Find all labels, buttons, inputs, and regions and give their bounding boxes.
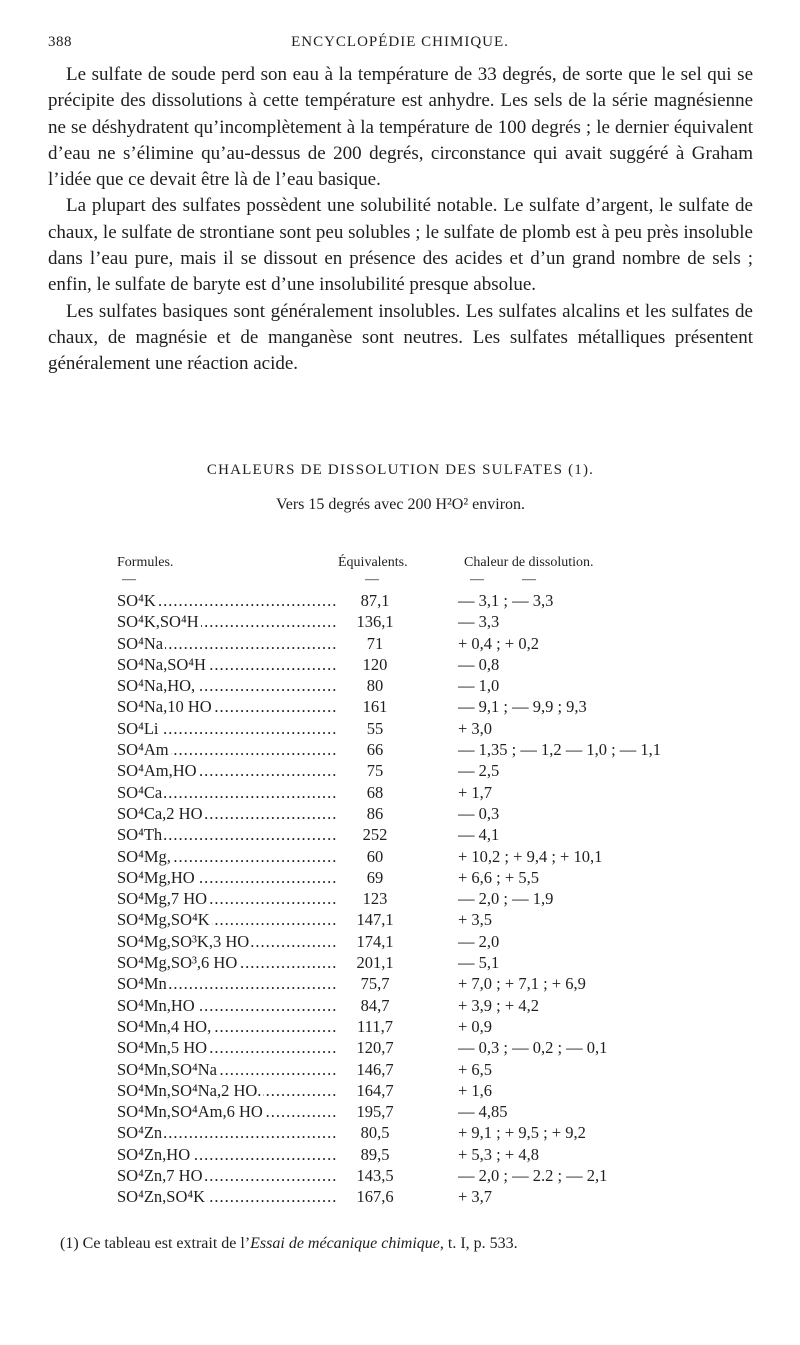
formula-cell [117,590,337,611]
formula-cell [117,995,337,1016]
table-row [0,888,800,909]
heat-cell: — 4,85 [458,1102,508,1122]
formula-cell [117,1016,337,1037]
paragraph: Le sulfate de soude perd son eau à la température de 33 degrés, de sorte que le sel qui se précipite des dissolutions à cette température est anhydre. Les sels de la série magnésienne ne se déshydratent qu’incomplètement à la température de 100 degrés ; le dernier équivalent d’eau ne s’élimine qu’au-dessus de 200 degrés, circonstance qui avait suggéré à Graham l’idée que ce devait être là de l’eau basique. [48,64,753,191]
table-row [0,718,800,739]
equivalent-cell: 69 [366,867,384,887]
heat-cell: + 3,9 ; + 4,2 [458,995,539,1015]
heat-cell: + 9,1 ; + 9,5 ; + 9,2 [458,1123,586,1143]
table-row [0,1059,800,1080]
formula-cell [117,696,337,717]
table-row [0,782,800,803]
footnote [60,1235,760,1253]
paragraph: La plupart des sulfates possèdent une solubilité notable. Le sulfate d’argent, le sulfate de chaux, le sulfate de strontiane sont peu solubles ; le sulfate de plomb est à peu près insoluble dans l’eau pure, mais il se dissout en présence des acides et d’un grand nombre de sels ; enfin, le sulfate de baryte est d’une insolubilité presque absolue. [48,195,753,296]
formula-text: SO⁴Ca [117,782,163,802]
equivalent-cell: 89,5 [360,1144,390,1164]
formula-cell [117,611,337,632]
table-row [0,1165,800,1186]
equivalent-cell: 120,7 [356,1038,394,1058]
equivalent-cell: 120 [362,654,388,674]
formula-cell [117,888,337,909]
formula-text: SO⁴Mg,SO⁴K [117,910,210,930]
table-row [0,846,800,867]
equivalent-cell: 143,5 [356,1166,394,1186]
table-row [0,1037,800,1058]
equivalent-cell: 80,5 [360,1123,390,1143]
column-dash: — [122,572,136,587]
equivalent-cell: 66 [366,740,384,760]
heat-cell: — 2,0 ; — 1,9 [458,889,554,909]
formula-cell [117,739,337,760]
heat-cell: — 1,35 ; — 1,2 — 1,0 ; — 1,1 [458,740,662,760]
formula-text: SO⁴Zn [117,1123,163,1143]
formula-text: SO⁴Mg, [117,846,171,866]
table-row [0,867,800,888]
formula-cell [117,1037,337,1058]
heat-cell: + 1,7 [458,782,493,802]
equivalent-cell: 195,7 [356,1102,394,1122]
formula-cell [117,867,337,888]
formula-text: SO⁴Mn,SO⁴Na [117,1059,217,1079]
page-header [48,34,752,56]
table-row [0,952,800,973]
equivalent-cell: 71 [366,633,384,653]
heat-cell: — 4,1 [458,825,500,845]
formula-cell [117,675,337,696]
table-row [0,760,800,781]
equivalent-cell: 252 [362,825,388,845]
heat-cell: — 9,1 ; — 9,9 ; 9,3 [458,697,587,717]
formula-cell [117,782,337,803]
formula-text: SO⁴Mn,HO [117,995,195,1015]
column-dash: — [522,572,536,587]
table-row [0,803,800,824]
paragraph: Les sulfates basiques sont généralement insolubles. Les sulfates alcalins et les sulfates de chaux, de magnésie et de manganèse sont neutres. Les sulfates métalliques présentent généralement une réaction acide. [48,300,753,375]
heat-cell: + 6,5 [458,1059,493,1079]
equivalent-cell: 111,7 [357,1016,393,1036]
equivalent-cell: 136,1 [356,612,394,632]
heat-cell: — 0,8 [458,654,500,674]
heat-cell: — 2,5 [458,761,500,781]
table-row [0,973,800,994]
table-subtitle: Vers 15 degrés avec 200 H²O² environ. [275,496,526,513]
formula-cell [117,931,337,952]
table-row [0,824,800,845]
running-title: ENCYCLOPÉDIE CHIMIQUE. [291,34,509,50]
heat-cell: — 3,1 ; — 3,3 [458,591,554,610]
column-header-formulas: Formules. [117,555,174,570]
footnote-reference: , t. I, p. 533. [439,1235,518,1252]
table-row [0,654,800,675]
heat-cell: — 2,0 [458,931,500,951]
equivalent-cell: 87,1 [360,591,390,610]
table-row [0,1080,800,1101]
equivalent-cell: 201,1 [356,953,394,973]
equivalent-cell: 60 [366,846,384,866]
formula-cell [117,824,337,845]
table-row [0,1144,800,1165]
equivalent-cell: 147,1 [356,910,394,930]
formula-cell [117,654,337,675]
equivalent-cell: 167,6 [356,1187,394,1207]
column-header-heat: Chaleur de dissolution. [464,555,594,570]
table-row [0,590,800,611]
heat-cell: — 0,3 [458,803,500,823]
heat-cell: + 0,9 [458,1016,493,1036]
equivalent-cell: 55 [366,718,384,738]
formula-cell [117,633,337,654]
column-dash: — [470,572,484,587]
equivalent-cell: 146,7 [356,1059,394,1079]
formula-text: SO⁴Mn,4 HO, [117,1016,212,1036]
formula-cell [117,1101,337,1122]
equivalent-cell: 75 [366,761,384,781]
heat-cell: + 10,2 ; + 9,4 ; + 10,1 [458,846,603,866]
heat-cell: — 5,1 [458,953,500,973]
heat-cell: + 1,6 [458,1080,493,1100]
table-row [0,909,800,930]
table-body [0,590,800,1208]
heat-cell: + 3,0 [458,718,493,738]
formula-text: SO⁴Na,SO⁴H [117,654,206,674]
formula-text: SO⁴Zn,HO [117,1144,191,1164]
formula-text: SO⁴Li [117,718,159,738]
formula-cell [117,952,337,973]
heat-cell: — 1,0 [458,676,500,696]
formula-cell [117,760,337,781]
equivalent-cell: 123 [362,889,388,909]
formula-text: SO⁴Na,10 HO [117,697,212,717]
formula-text: SO⁴Mg,SO³,6 HO [117,953,238,973]
formula-text: SO⁴Mg,HO [117,867,195,887]
formula-text: SO⁴Na,HO, [117,676,196,696]
formula-text: SO⁴Mn,SO⁴Na,2 HO. [117,1080,262,1100]
equivalent-cell: 161 [362,697,388,717]
table-row [0,931,800,952]
table-title: CHALEURS DE DISSOLUTION DES SULFATES (1). [206,462,595,478]
table-row [0,1016,800,1037]
table-row [0,675,800,696]
equivalent-cell: 174,1 [356,931,394,951]
formula-cell [117,1165,337,1186]
equivalent-cell: 80 [366,676,384,696]
heat-cell: — 3,3 [458,612,500,632]
footnote-book-title: Essai de mécanique chimique [250,1235,440,1252]
formula-text: SO⁴Mg,7 HO [117,889,208,909]
page-number: 388 [48,34,72,50]
table-row [0,1186,800,1207]
formula-text: SO⁴Th [117,825,163,845]
column-dash: — [365,572,379,587]
equivalent-cell: 86 [366,803,384,823]
formula-cell [117,1080,337,1101]
table-row [0,611,800,632]
heat-cell: + 3,7 [458,1187,493,1207]
formula-text: SO⁴Na [117,633,164,653]
formula-text: SO⁴Mn,SO⁴Am,6 HO [117,1102,263,1122]
heat-cell: + 5,3 ; + 4,8 [458,1144,539,1164]
formula-text: SO⁴Mg,SO³K,3 HO [117,931,250,951]
table-row [0,1122,800,1143]
heat-cell: + 0,4 ; + 0,2 [458,633,539,653]
table-row [0,995,800,1016]
equivalent-cell: 68 [366,782,384,802]
column-header-equivalents: Équivalents. [338,555,408,570]
formula-cell [117,909,337,930]
table-row [0,1101,800,1122]
table-row [0,696,800,717]
formula-text: SO⁴Mn,5 HO [117,1038,208,1058]
formula-cell [117,718,337,739]
heat-cell: — 2,0 ; — 2.2 ; — 2,1 [458,1166,608,1186]
heat-cell: + 3,5 [458,910,493,930]
formula-text: SO⁴Am [117,740,169,760]
formula-cell [117,1122,337,1143]
equivalent-cell: 164,7 [356,1080,394,1100]
formula-text: SO⁴Am,HO [117,761,197,781]
formula-text: SO⁴K [117,591,156,610]
table-row [0,633,800,654]
formula-cell [117,1186,337,1207]
footnote-text: (1) Ce tableau est extrait de l’ [60,1235,251,1252]
formula-cell [117,846,337,867]
heat-cell: — 0,3 ; — 0,2 ; — 0,1 [458,1038,608,1058]
formula-cell [117,1144,337,1165]
heat-cell: + 6,6 ; + 5,5 [458,867,539,887]
body-text [48,62,753,378]
formula-text: SO⁴Ca,2 HO [117,803,203,823]
formula-text: SO⁴Zn,7 HO [117,1166,203,1186]
formula-text: SO⁴Zn,SO⁴K [117,1187,206,1207]
formula-cell [117,1059,337,1080]
formula-cell [117,803,337,824]
equivalent-cell: 84,7 [360,995,390,1015]
formula-text: SO⁴K,SO⁴H [117,612,199,632]
heat-cell: + 7,0 ; + 7,1 ; + 6,9 [458,974,586,994]
equivalent-cell: 75,7 [360,974,390,994]
formula-cell [117,973,337,994]
table-row [0,739,800,760]
formula-text: SO⁴Mn [117,974,167,994]
